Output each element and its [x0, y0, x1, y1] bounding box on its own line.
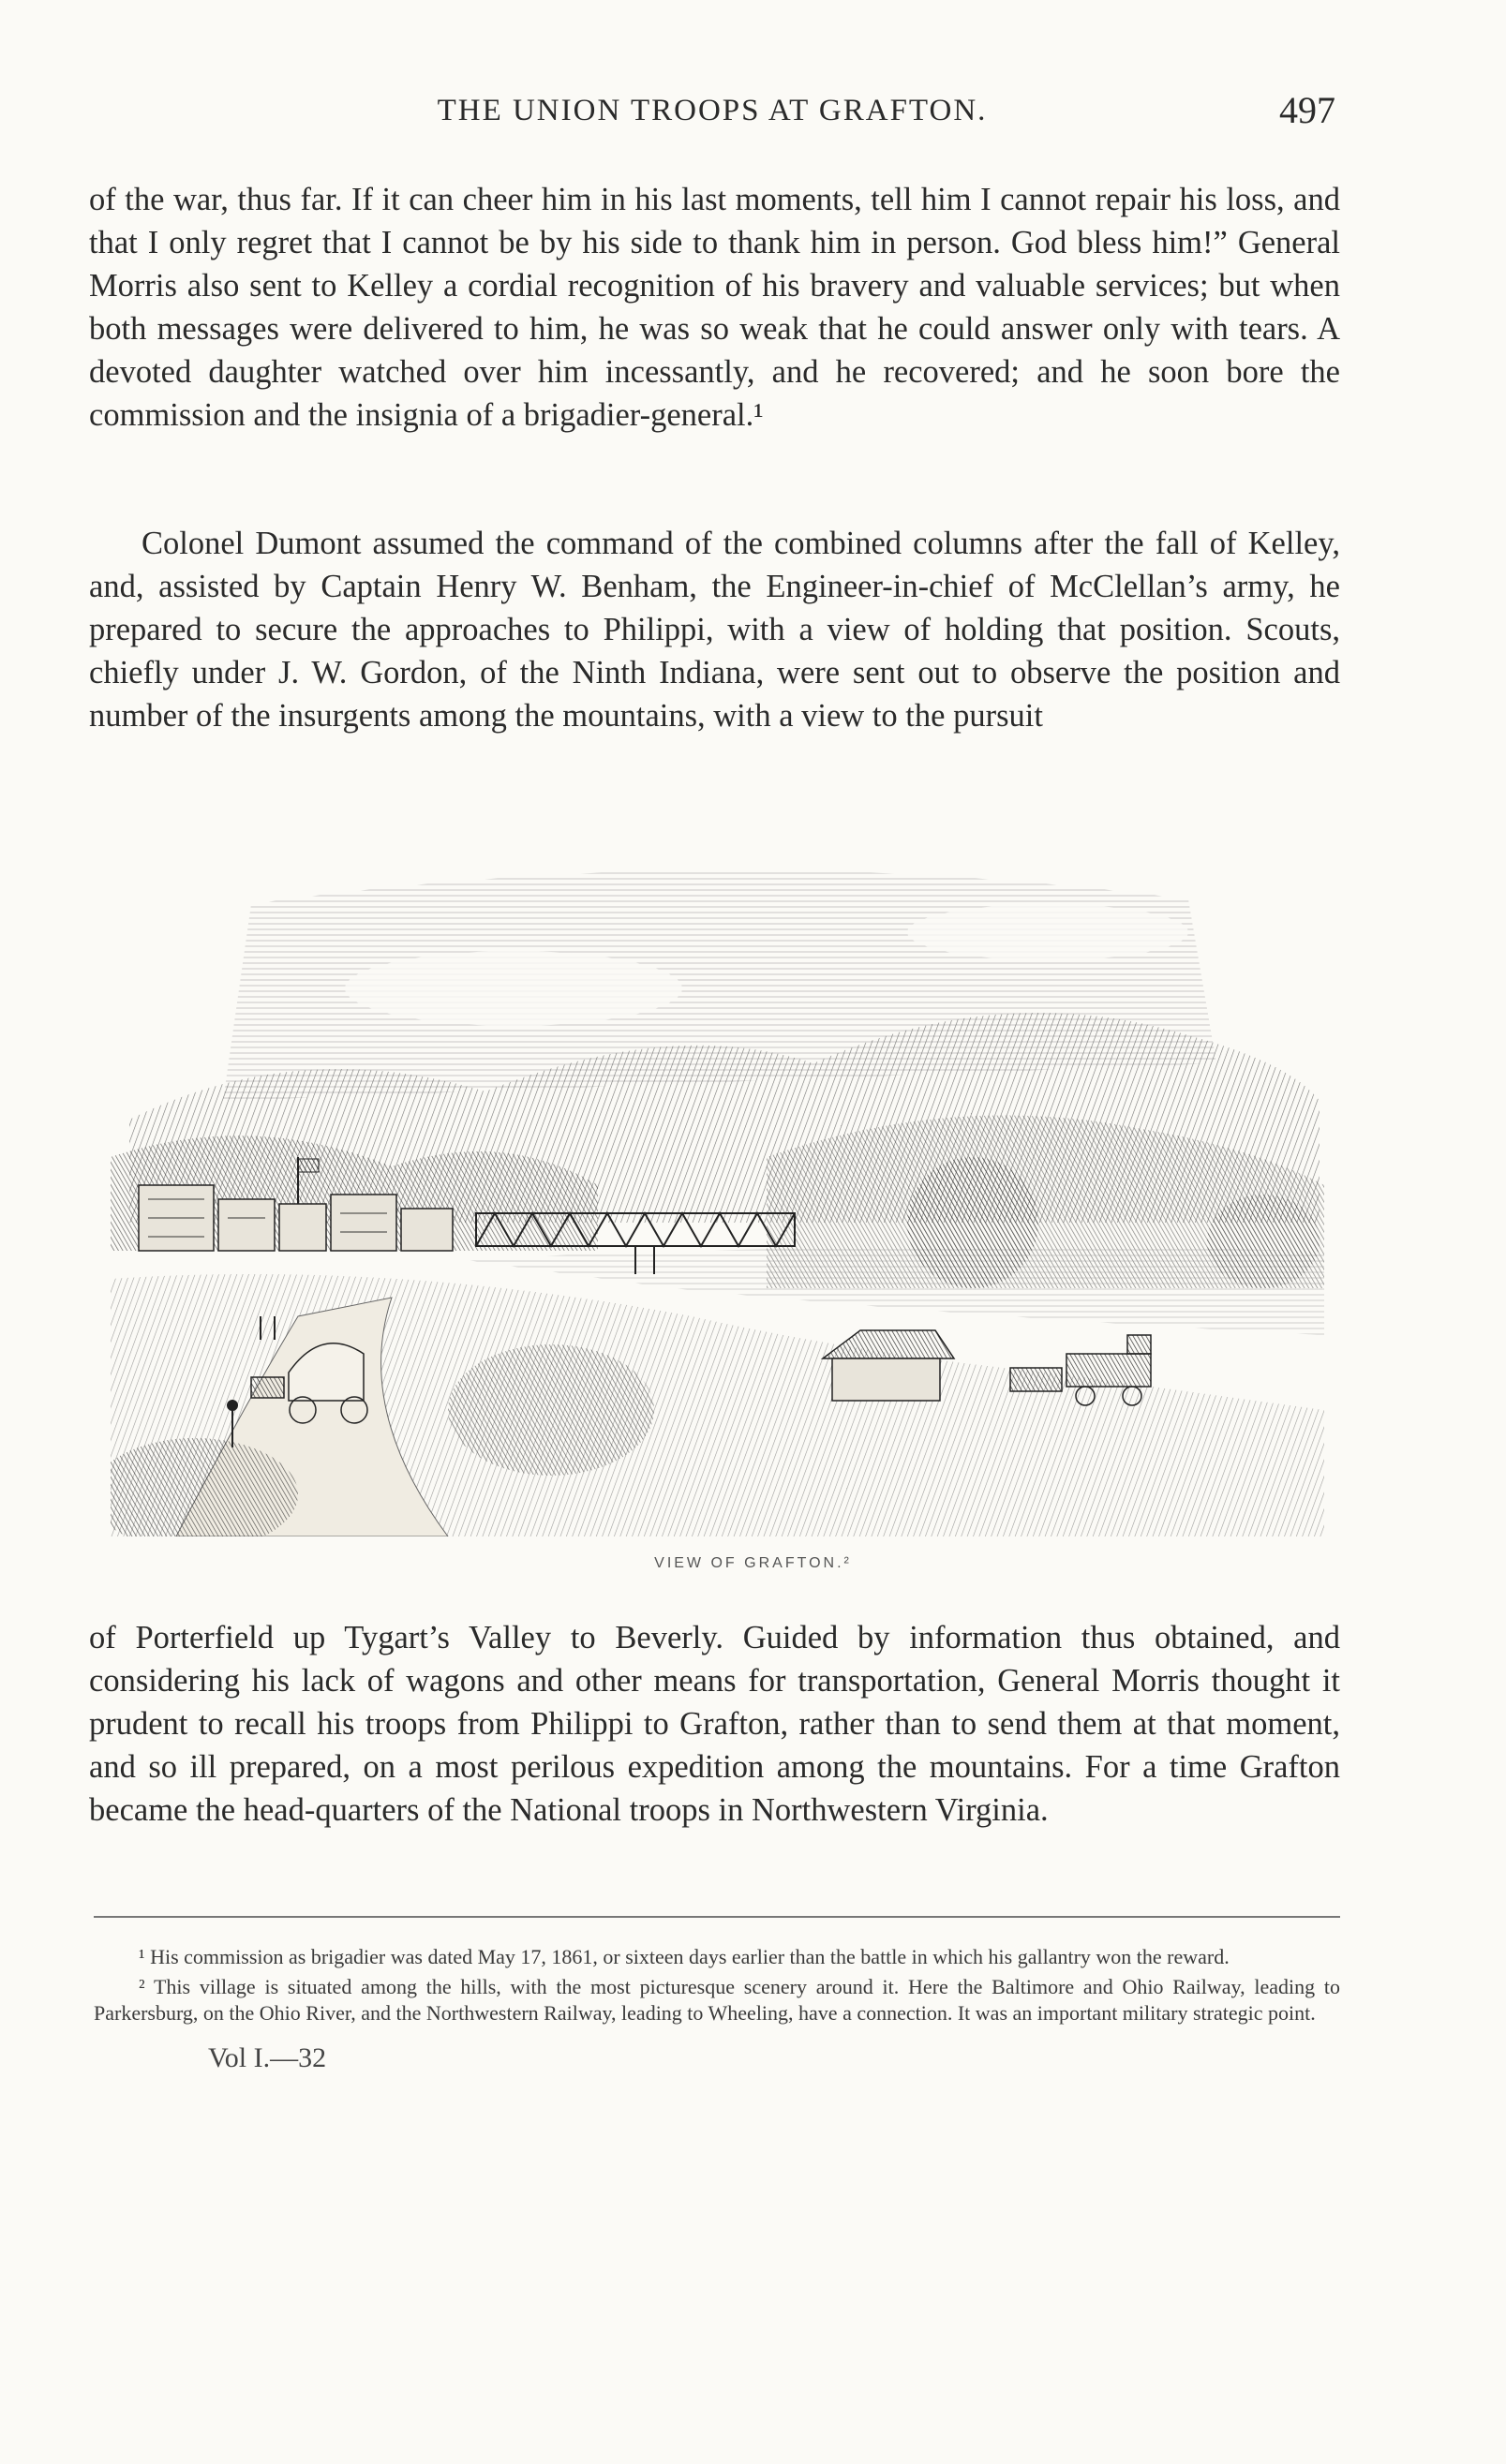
grafton-engraving: [111, 848, 1324, 1536]
figure-caption: VIEW OF GRAFTON.²: [654, 1555, 852, 1571]
footnote-1: ¹ His commission as brigadier was dated May 17, 1861, or sixteen days earlier than the battle in which his gallantry won the reward.: [139, 1945, 1230, 1968]
volume-signature: Vol I.—32: [208, 2042, 327, 2073]
footnote-2: ² This village is situated among the hills, with the most picturesque scenery around it. Here the Baltimore and Ohio Railway, leading to Parkersburg, on the Ohio River, and the Northwestern Railway, leading to Wheeling, have a connection. It was an important military strategic point.: [94, 1975, 1340, 2025]
running-title: THE UNION TROOPS AT GRAFTON.: [437, 94, 988, 127]
footnote-rule: [94, 1916, 1340, 1918]
engraving-illustration: [111, 848, 1324, 1536]
paragraph-2: Colonel Dumont assumed the command of the combined columns after the fall of Kelley, and, assisted by Captain Henry W. Benham, the Engineer-in-chief of McClellan’s army, he prepared to secure the approaches to Philippi, with a view of holding that position. Scouts, chiefly under J. W. Gordon, of the Ninth Indiana, were sent out to observe the position and number of the insurgents among the mountains, with a view to the pursuit: [89, 526, 1340, 734]
page-number: 497: [1279, 89, 1335, 131]
page-header: [89, 86, 1335, 142]
paragraph-1: of the war, thus far. If it can cheer him in his last moments, tell him I cannot repair his loss, and that I only regret that I cannot be by his side to thank him in person. God bless him!” General Morris also sent to Kelley a cordial recognition of his bravery and valuable services; but when both messages were delivered to him, he was so weak that he could answer only with tears. A devoted daughter watched over him incessantly, and he recovered; and he soon bore the commission and the insignia of a brigadier-general.¹: [89, 182, 1340, 433]
paragraph-3: of Porterfield up Tygart’s Valley to Beverly. Guided by information thus obtained, and considering his lack of wagons and other means for transportation, General Morris thought it prudent to recall his troops from Philippi to Grafton, rather than to send them at that moment, and so ill prepared, on a most perilous expedition among the mountains. For a time Grafton became the head-quarters of the National troops in Northwestern Virginia.: [89, 1620, 1340, 1828]
footnotes: [94, 1944, 1340, 2030]
